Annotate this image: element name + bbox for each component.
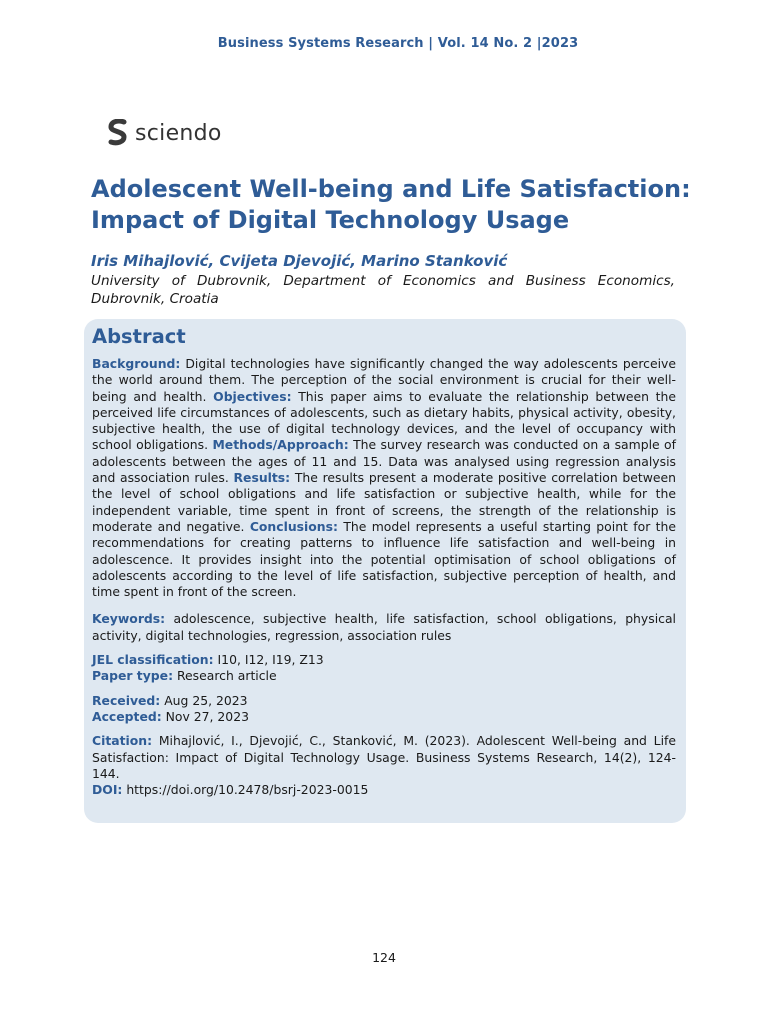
received-text: Aug 25, 2023	[160, 692, 248, 708]
jel-label: JEL classification:	[92, 652, 214, 668]
background-label: Background:	[92, 356, 181, 371]
results-text: The results present a moderate positive correlation between the level of school obligations and life satisfaction or subjective health, while for the independent variable, time spent in front of screens, the strength of the relationship is moderate and negative.	[92, 470, 676, 534]
doi-link[interactable]: https://doi.org/10.2478/bsrj-2023-0015	[122, 782, 369, 798]
abstract-body	[92, 356, 676, 600]
accepted-text: Nov 27, 2023	[161, 708, 249, 724]
methods-text: The survey research was conducted on a sample of adolescents between the ages of 11 and 15. Data was analysed using regression analysis and association rules.	[92, 437, 676, 486]
paper-type-text: Research article	[173, 668, 277, 684]
article-title: Adolescent Well-being and Life Satisfaction: Impact of Digital Technology Usage	[91, 175, 691, 234]
author-affiliation: University of Dubrovnik, Department of Economics and Business Economics, Dubrovnik, Croatia	[91, 273, 675, 307]
citation	[92, 733, 676, 798]
article-authors: Iris Mihajlović, Cvijeta Djevojić, Marino Stanković	[91, 252, 508, 270]
conclusions-text: The model represents a useful starting point for the recommendations for creating patterns to influence life satisfaction and well-being in adolescence. It provides insight into the potential optimisation of school obligations of adolescents according to the level of life satisfaction, subjective perception of health, and time spent in front of the screen.	[92, 518, 676, 600]
keywords	[92, 611, 676, 644]
methods-label: Methods/Approach:	[212, 437, 349, 453]
conclusions-label: Conclusions:	[249, 518, 338, 534]
dates	[92, 693, 676, 726]
paper-type-label: Paper type:	[92, 668, 174, 684]
background-text: Digital technologies have significantly changed the way adolescents perceive the world around them. The perception of the social environment is crucial for their well-being and health.	[92, 356, 676, 404]
citation-label: Citation:	[92, 733, 153, 749]
doi-label: DOI:	[92, 782, 123, 798]
publisher-logo	[107, 118, 222, 148]
abstract-box	[84, 319, 686, 823]
jel-text: I10, I12, I19, Z13	[213, 652, 324, 668]
received-label: Received:	[92, 692, 161, 708]
jel-classification	[92, 652, 676, 685]
publisher-name: sciendo	[135, 120, 222, 146]
sciendo-logo-icon	[107, 119, 129, 147]
objectives-label: Objectives:	[213, 388, 292, 404]
journal-header: Business Systems Research | Vol. 14 No. 2 |2023	[217, 36, 579, 51]
results-label: Results:	[233, 470, 291, 486]
accepted-label: Accepted:	[92, 708, 162, 724]
keywords-label: Keywords:	[92, 611, 166, 627]
citation-text: Mihajlović, I., Djevojić, C., Stanković, M. (2023). Adolescent Well-being and Life Satisfaction: Impact of Digital Technology Usage. Business Systems Research, 14(2), 124-144.	[92, 733, 676, 781]
page-number: 124	[372, 950, 396, 965]
keywords-text: adolescence, subjective health, life satisfaction, school obligations, physical activity, digital technologies, regression, association rules	[92, 611, 676, 643]
objectives-text: This paper aims to evaluate the relationship between the perceived life circumstances of adolescents, such as dietary habits, physical activity, obesity, subjective health, the use of digital technology devices, and the level of occupancy with school obligations.	[92, 388, 676, 453]
abstract-heading: Abstract	[92, 325, 186, 348]
